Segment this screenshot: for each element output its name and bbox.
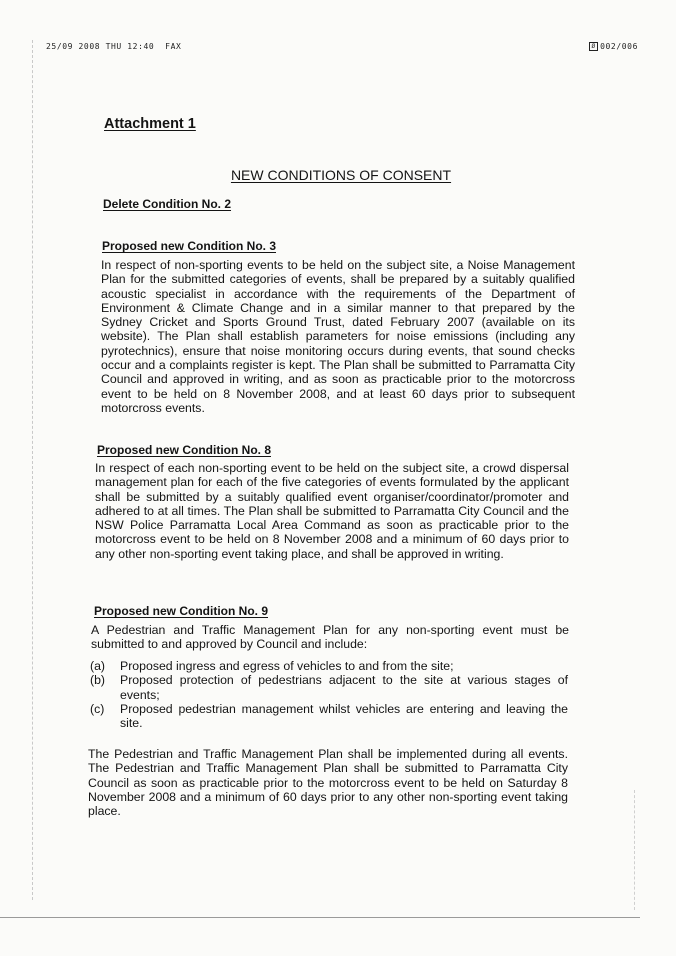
list-text: Proposed protection of pedestrians adjacent to the site at various stages of events; xyxy=(120,673,568,702)
bottom-fax-line xyxy=(0,917,640,918)
condition-9-list xyxy=(90,659,568,730)
list-item xyxy=(90,673,568,702)
fax-header-right xyxy=(589,42,638,51)
main-title: NEW CONDITIONS OF CONSENT xyxy=(230,167,452,183)
condition-3-heading: Proposed new Condition No. 3 xyxy=(102,239,276,253)
fax-header-left: 25/09 2008 THU 12:40 FAX xyxy=(46,42,182,51)
attachment-title: Attachment 1 xyxy=(104,116,196,132)
condition-9-intro: A Pedestrian and Traffic Management Plan for any non-sporting event must be submitted to and approved by Council and include: xyxy=(91,623,569,652)
condition-8-heading: Proposed new Condition No. 8 xyxy=(97,443,271,457)
condition-3-body: In respect of non-sporting events to be held on the subject site, a Noise Management Plan for the submitted categories of events, shall be prepared by a suitably qualified acoustic specialist in accordance with the requirements of the Department of Environment & Climate Change and in a similar manner to that prepared by the Sydney Cricket and Sports Ground Trust, dated February 2007 (available on its website). The Plan shall establish parameters for noise emissions (including any pyrotechnics), ensure that noise monitoring occurs during events, that sound checks occur and a complaints register is kept. The Plan shall be submitted to Parramatta City Council and approved in writing, and as soon as practicable prior to the motorcross event to be held on 8 November 2008, and at least 60 days prior to subsequent motorcross events. xyxy=(101,258,575,415)
fax-page-box-icon: Ø xyxy=(589,42,598,51)
condition-8-body: In respect of each non-sporting event to be held on the subject site, a crowd dispersal management plan for each of the five categories of events formulated by the applicant shall be submitted by a suitably qualified event organiser/coordinator/promoter and adhered to at all times. The Plan shall be submitted to Parramatta City Council and the NSW Police Parramatta Local Area Command as soon as practicable prior to the motorcross event to be held on 8 November 2008 and a minimum of 60 days prior to any other non-sporting event taking place, and shall be approved in writing. xyxy=(95,461,569,561)
main-title-wrapper xyxy=(0,167,676,183)
right-margin-fax-artifact xyxy=(634,790,636,910)
delete-condition-heading: Delete Condition No. 2 xyxy=(103,197,232,211)
condition-9-heading: Proposed new Condition No. 9 xyxy=(94,604,268,618)
list-marker: (a) xyxy=(90,659,106,673)
fax-page-number: 002/006 xyxy=(600,42,638,51)
list-text: Proposed pedestrian management whilst vehicles are entering and leaving the site. xyxy=(120,701,568,731)
list-item xyxy=(90,659,568,673)
list-marker: (b) xyxy=(90,673,106,688)
list-text: Proposed ingress and egress of vehicles to and from the site; xyxy=(120,659,454,673)
condition-9-closing: The Pedestrian and Traffic Management Plan shall be implemented during all events. The Pedestrian and Traffic Management Plan shall be submitted to Parramatta City Council as soon as practicable prior to the motorcross event to be held on Saturday 8 November 2008 and a minimum of 60 days prior to any other non-sporting event taking place. xyxy=(88,747,568,819)
list-marker: (c) xyxy=(90,701,105,716)
list-item xyxy=(90,702,568,731)
